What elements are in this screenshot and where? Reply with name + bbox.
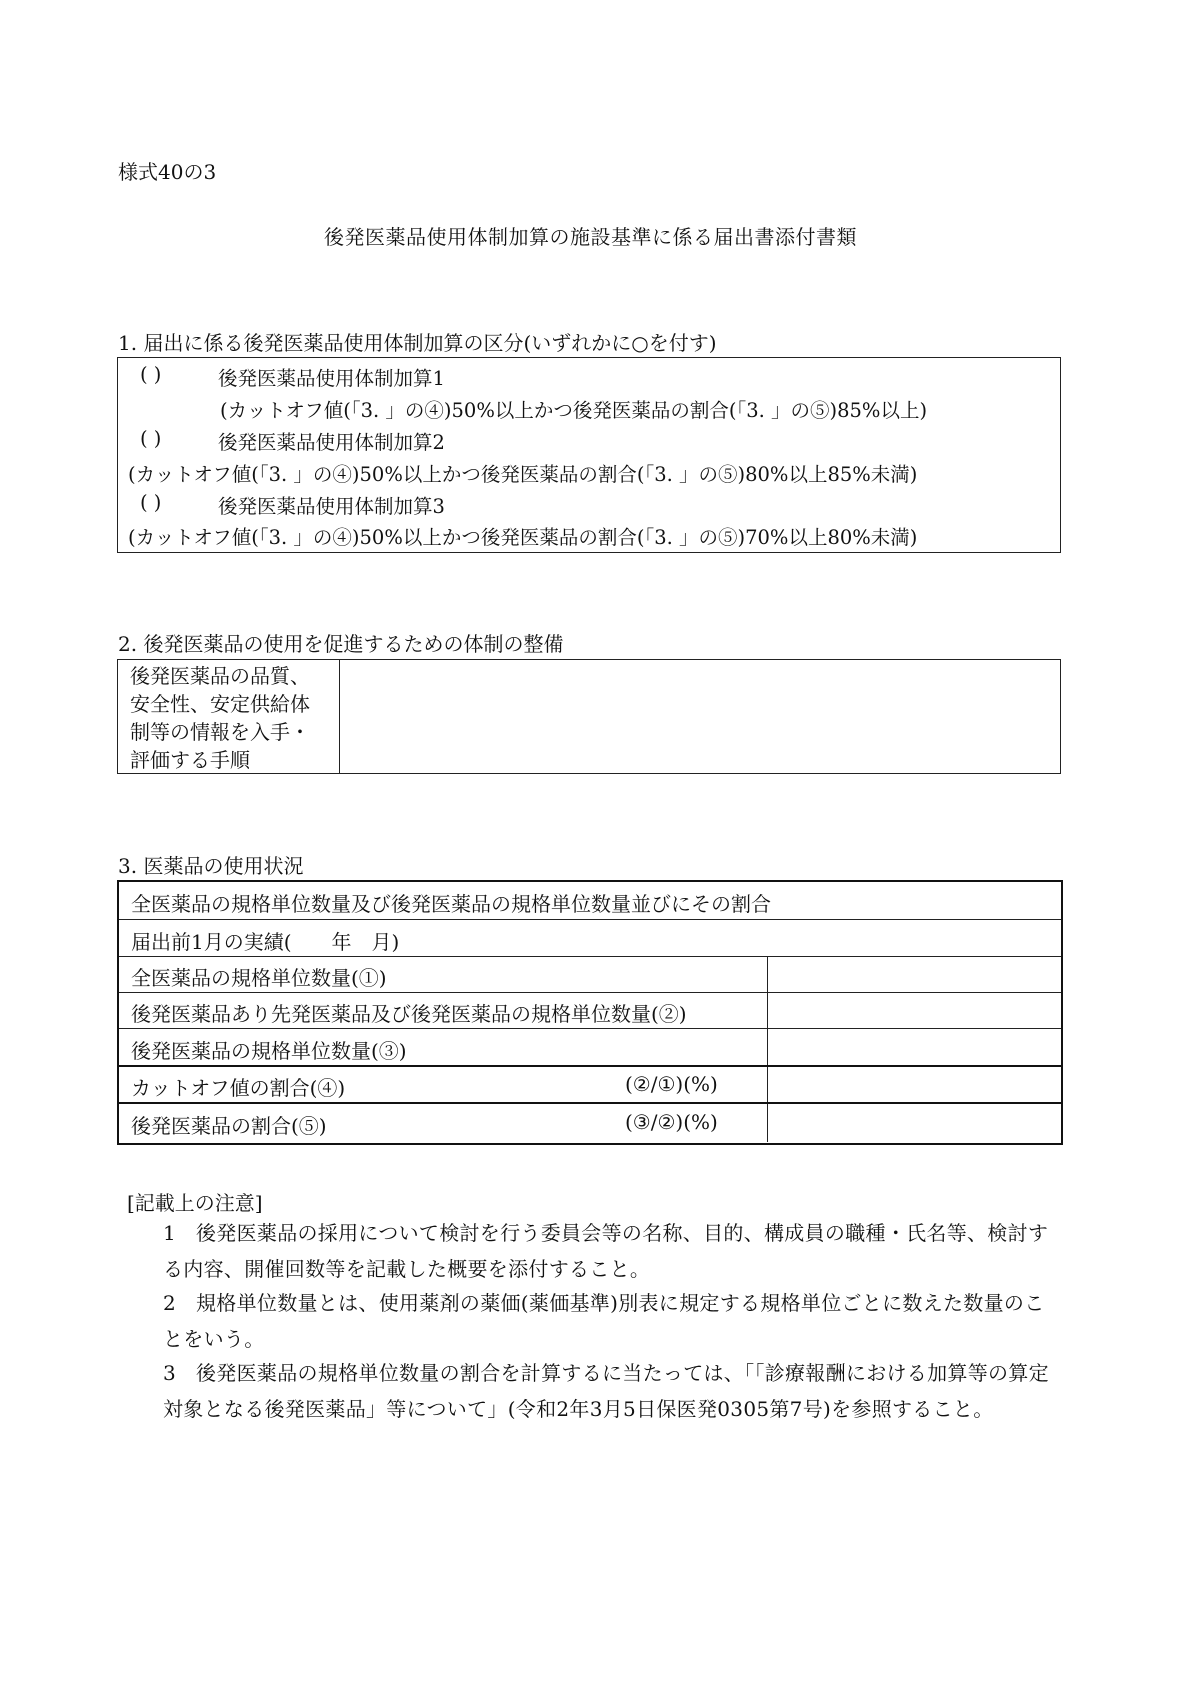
column-divider (339, 660, 340, 773)
section2-heading: 2. 後発医薬品の使用を促進するための体制の整備 (118, 632, 564, 656)
value-column-divider (767, 956, 768, 1142)
row-label: 後発医薬品の規格単位数量(③) (131, 1039, 407, 1063)
note-text: 後発医薬品の採用について検討を行う委員会等の名称、目的、構成員の職種・氏名等、検討する内容、開催回数等を記載した概要を添付すること。 (163, 1221, 1049, 1281)
note-number: 2 (163, 1291, 176, 1315)
row-divider (119, 919, 1061, 920)
row-divider (119, 956, 1061, 957)
section1-options-box (117, 357, 1061, 553)
row-divider (119, 1028, 1061, 1029)
row-divider (119, 1065, 1061, 1067)
procedure-label-line: 安全性、安定供給体 (130, 692, 310, 716)
row-label: 全医薬品の規格単位数量(①) (131, 966, 387, 990)
option1-label: 後発医薬品使用体制加算1 (218, 367, 445, 390)
form-number: 様式40の3 (118, 160, 217, 184)
procedure-label-line: 制等の情報を入手・ (130, 720, 310, 744)
option3-checkbox[interactable]: ( ) (140, 491, 162, 514)
section3-heading: 3. 医薬品の使用状況 (118, 854, 304, 878)
note-number: 3 (163, 1361, 176, 1385)
option3-label: 後発医薬品使用体制加算3 (218, 495, 445, 518)
option2-label: 後発医薬品使用体制加算2 (218, 431, 445, 454)
notes-heading: [記載上の注意] (127, 1191, 263, 1215)
section1-heading: 1. 届出に係る後発医薬品使用体制加算の区分(いずれかに○を付す) (118, 331, 717, 355)
row-formula: (②/①)(%) (625, 1072, 718, 1096)
row-divider (119, 1102, 1061, 1104)
note-text: 後発医薬品の規格単位数量の割合を計算するに当たっては、「「診療報酬における加算等の算定対象となる後発医薬品」等について」(令和2年3月5日保医発0305第7号)を参照すること。 (163, 1361, 1049, 1421)
note-text: 規格単位数量とは、使用薬剤の薬価(薬価基準)別表に規定する規格単位ごとに数えた数量のことをいう。 (163, 1291, 1045, 1351)
row-label: カットオフ値の割合(④) (131, 1076, 346, 1100)
usage-table (117, 880, 1063, 1145)
row-label: 後発医薬品あり先発医薬品及び後発医薬品の規格単位数量(②) (131, 1002, 687, 1026)
row-label: 後発医薬品の割合(⑤) (131, 1114, 327, 1138)
procedure-label-line: 後発医薬品の品質、 (130, 664, 310, 688)
procedure-label-line: 評価する手順 (130, 748, 250, 772)
option2-checkbox[interactable]: ( ) (140, 427, 162, 450)
option2-condition: (カットオフ値(「3. 」の④)50%以上かつ後発医薬品の割合(「3. 」の⑤)80%以上85%未満) (128, 463, 918, 486)
row-divider (119, 992, 1061, 993)
option1-checkbox[interactable]: ( ) (140, 363, 162, 386)
option1-condition: (カットオフ値(「3. 」の④)50%以上かつ後発医薬品の割合(「3. 」の⑤)85%以上) (220, 399, 928, 422)
document-title: 後発医薬品使用体制加算の施設基準に係る届出書添付書類 (324, 225, 857, 249)
period-label: 届出前1月の実績( 年 月) (131, 930, 400, 954)
section2-table (117, 659, 1061, 774)
note-number: 1 (163, 1221, 176, 1245)
procedure-label (130, 662, 310, 774)
row-formula: (③/②)(%) (625, 1110, 718, 1134)
option3-condition: (カットオフ値(「3. 」の④)50%以上かつ後発医薬品の割合(「3. 」の⑤)70%以上80%未満) (128, 526, 918, 549)
usage-table-title: 全医薬品の規格単位数量及び後発医薬品の規格単位数量並びにその割合 (131, 892, 771, 916)
